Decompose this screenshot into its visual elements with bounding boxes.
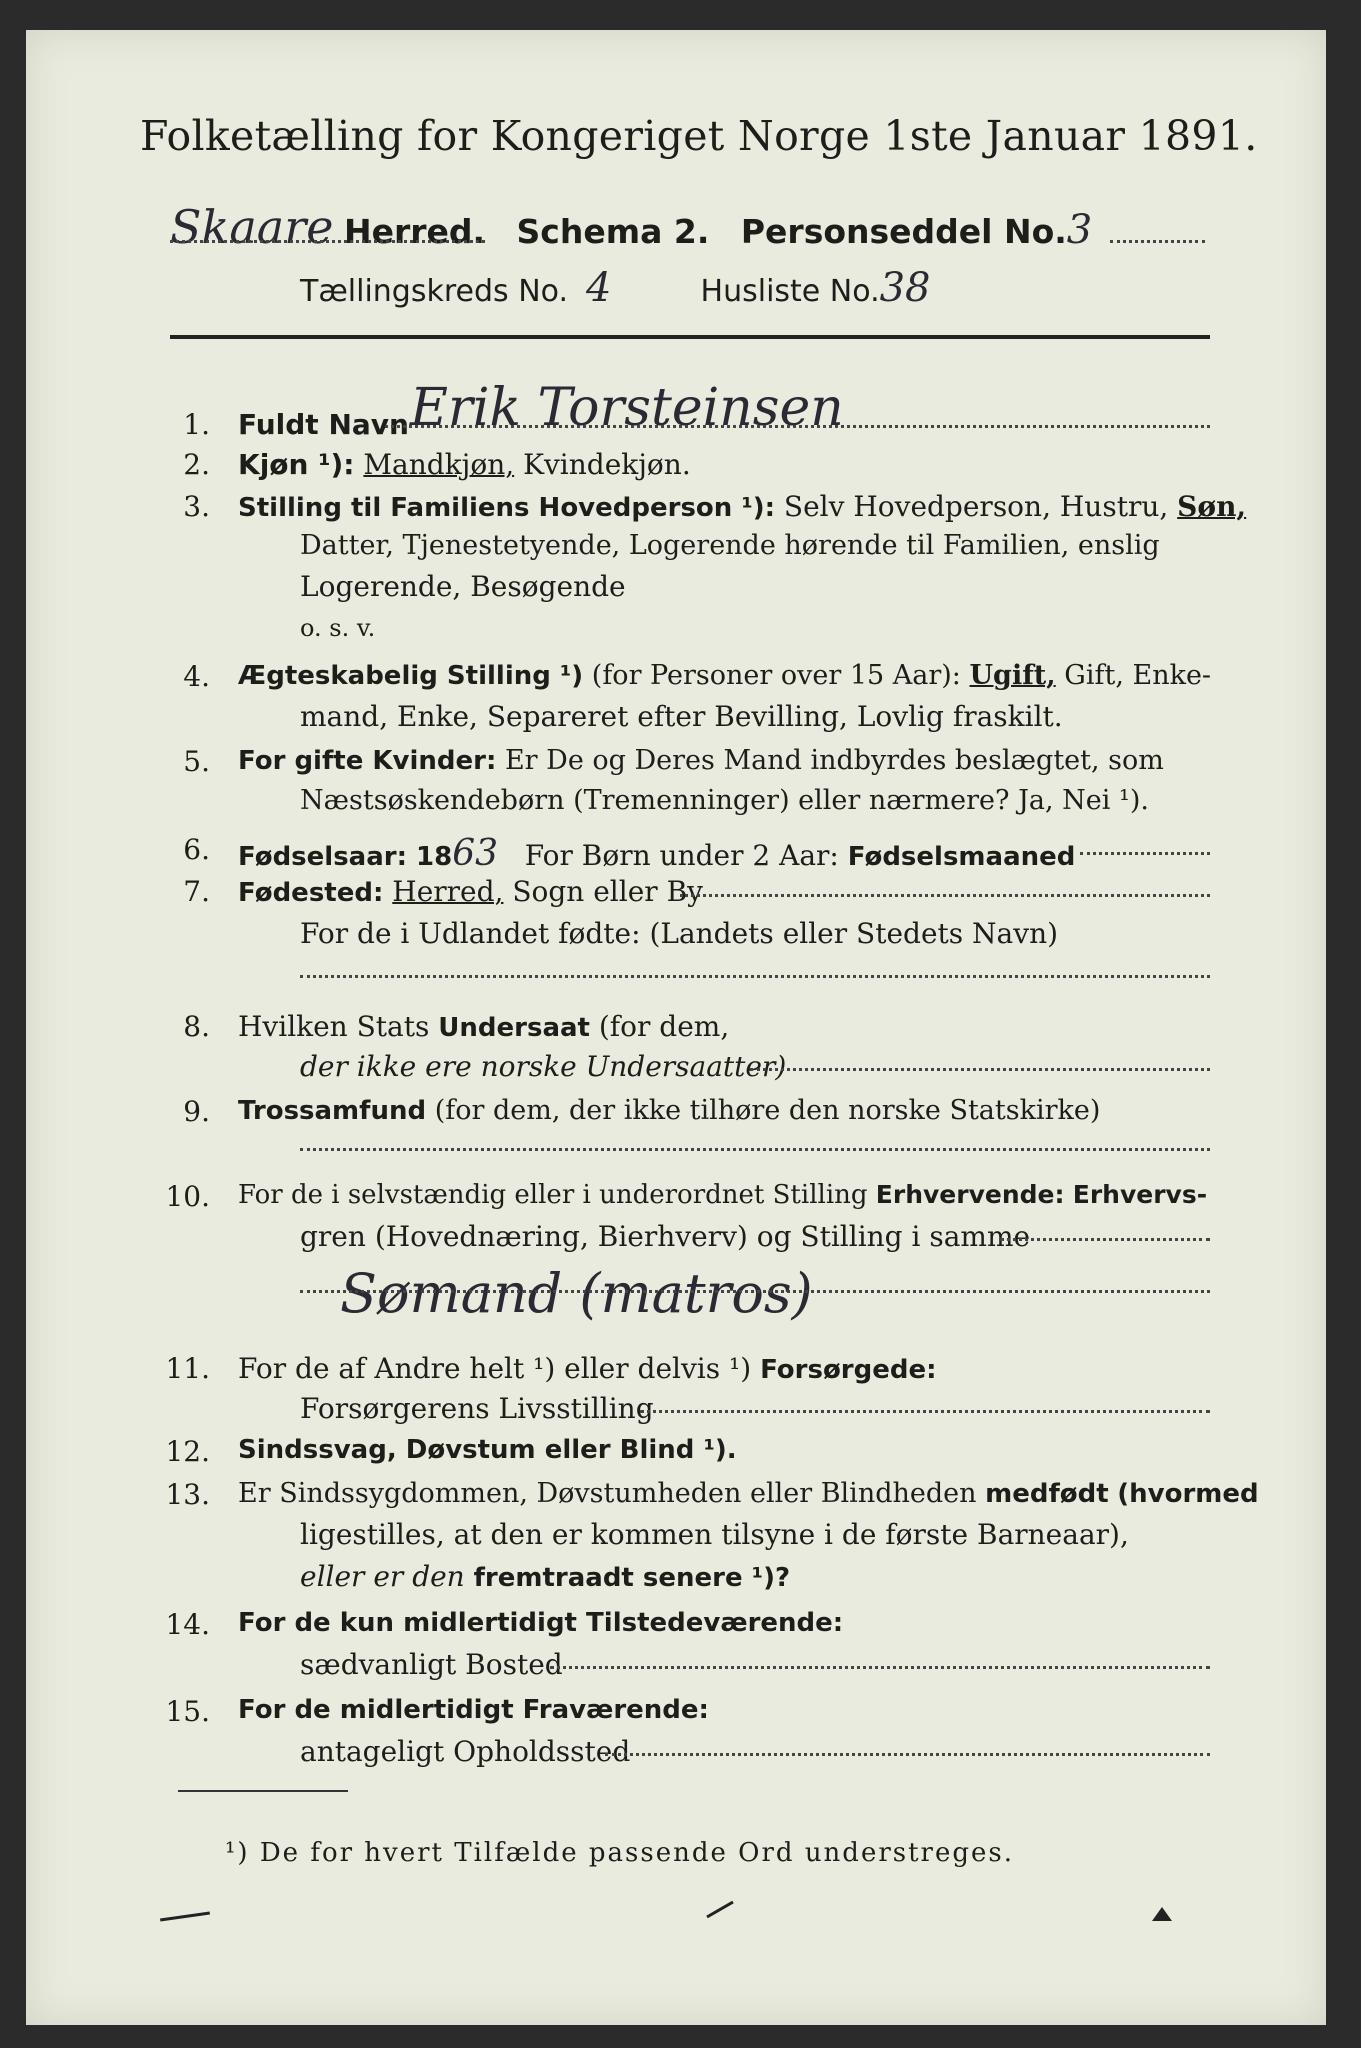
item-11-line-1 — [238, 1352, 937, 1385]
fodselsmaaned-label: Fødselsmaaned — [847, 842, 1076, 872]
item-8-num: 8. — [183, 1010, 210, 1043]
husliste-value: 38 — [879, 265, 931, 311]
forsorget-intro: For de af Andre helt ¹) eller delvis ¹) — [238, 1352, 752, 1385]
item-6-line — [238, 833, 1075, 874]
udland-fill — [300, 975, 1210, 978]
kjon-mandkjon: Mandkjøn, — [363, 448, 515, 481]
fremtraadt-label: fremtraadt senere ¹)? — [473, 1563, 791, 1593]
fodselsaar-label: Fødselsaar: 18 — [238, 842, 453, 872]
sindssyg-question: Er Sindssygdommen, Døvstumheden eller Blindheden — [238, 1478, 977, 1509]
aegteskab-note: (for Personer over 15 Aar): — [591, 660, 961, 691]
fodested-label: Fødested: — [238, 878, 384, 908]
undersaat-prefix: Hvilken Stats — [238, 1010, 430, 1043]
personseddel-fill — [1110, 240, 1205, 243]
eller-label: eller er den — [300, 1560, 465, 1593]
aegteskab-ugift: Ugift, — [969, 660, 1056, 691]
husliste-label: Husliste No. — [700, 274, 880, 309]
erhvervende-label: Erhvervende: — [875, 1180, 1065, 1209]
medfodt-label: medfødt — [985, 1479, 1109, 1509]
item-10-line-2: gren (Hovednæring, Bierhverv) og Stilling i samme — [300, 1220, 1031, 1253]
item-7-num: 7. — [183, 875, 210, 908]
erhverv-value: Sømand (matros) — [340, 1262, 813, 1325]
item-1-fill — [385, 425, 1210, 428]
item-3-line-4: o. s. v. — [300, 614, 376, 642]
kjon-label: Kjøn ¹): — [238, 448, 355, 481]
taellingskreds-label: Tællingskreds No. — [300, 274, 568, 309]
gifte-kvinder-question: Er De og Deres Mand indbyrdes beslægtet, som — [504, 745, 1164, 776]
item-4-line-1 — [238, 660, 1211, 691]
trossamfund-note: (for dem, der ikke tilhøre den norske Statskirke) — [434, 1095, 1101, 1126]
item-5-line-2: Næstsøskendebørn (Tremenninger) eller nærmere? Ja, Nei ¹). — [300, 785, 1149, 816]
item-10-line-1 — [238, 1180, 1207, 1210]
item-8-line-1 — [238, 1010, 729, 1043]
item-3-line-2: Datter, Tjenestetyende, Logerende hørende til Familien, enslig — [300, 530, 1160, 561]
footnote: ¹) De for hvert Tilfælde passende Ord understreges. — [225, 1838, 1015, 1868]
trossamfund-fill — [300, 1148, 1210, 1151]
fodselsaar-value: 63 — [452, 833, 499, 874]
schema-label: Schema 2. — [516, 212, 710, 251]
aegteskab-options: Gift, Enke- — [1064, 660, 1212, 691]
personseddel-value: 3 — [1066, 207, 1093, 253]
item-9-line — [238, 1095, 1100, 1126]
footnote-rule — [178, 1790, 348, 1792]
bosted-fill — [550, 1666, 1210, 1669]
kjon-kvindekjon: Kvindekjøn. — [523, 448, 691, 481]
item-5-line-1 — [238, 745, 1164, 776]
herred-row — [170, 200, 1092, 254]
herred-fill — [170, 240, 485, 243]
item-12-line: Sindssvag, Døvstum eller Blind ¹). — [238, 1435, 737, 1465]
item-7-line-1 — [238, 875, 703, 908]
undersaat-fill — [750, 1068, 1210, 1071]
item-13-num: 13. — [165, 1478, 210, 1511]
item-5-num: 5. — [183, 745, 210, 778]
item-9-num: 9. — [183, 1095, 210, 1128]
item-1-label: Fuldt Navn — [238, 408, 409, 441]
forsorgede-label: Forsørgede: — [760, 1355, 937, 1385]
forsorger-fill — [640, 1410, 1210, 1413]
erhverv-fill-2 — [300, 1290, 1210, 1293]
header-rule — [170, 335, 1210, 339]
item-15-num: 15. — [165, 1695, 210, 1728]
item-14-line-2: sædvanligt Bosted — [300, 1648, 563, 1681]
item-2-line — [238, 448, 691, 481]
form-title: Folketælling for Kongeriget Norge 1ste Januar 1891. — [140, 112, 1258, 160]
kreds-row — [300, 265, 931, 311]
item-3-num: 3. — [183, 490, 210, 523]
item-1-num: 1. — [183, 408, 210, 441]
herred-label: Herred. — [343, 212, 486, 251]
item-13-line-3 — [300, 1560, 790, 1593]
item-12-num: 12. — [165, 1435, 210, 1468]
fodested-fill — [680, 894, 1210, 897]
trossamfund-label: Trossamfund — [238, 1096, 427, 1126]
taellingskreds-value: 4 — [586, 265, 612, 311]
undersaat-label: Undersaat — [438, 1013, 590, 1043]
item-3-line-1 — [238, 490, 1246, 523]
erhverv-intro: For de i selvstændig eller i underordnet Stilling — [238, 1180, 868, 1210]
undersaat-note: (for dem, — [598, 1010, 730, 1043]
item-11-line-2: Forsørgerens Livsstilling — [300, 1392, 654, 1425]
item-14-label: For de kun midlertidigt Tilstedeværende: — [238, 1608, 844, 1638]
item-7-line-2: For de i Udlandet fødte: (Landets eller Stedets Navn) — [300, 917, 1059, 950]
fodested-herred: Herred, — [392, 875, 504, 908]
item-3-line-3: Logerende, Besøgende — [300, 570, 626, 603]
erhvervs-label: Erhvervs- — [1072, 1180, 1208, 1209]
personseddel-label: Personseddel No. — [740, 212, 1067, 251]
erhverv-fill-1 — [1000, 1238, 1210, 1241]
opholdssted-fill — [605, 1753, 1210, 1756]
item-13-line-2: ligestilles, at den er kommen tilsyne i de første Barneaar), — [300, 1518, 1129, 1551]
gifte-kvinder-label: For gifte Kvinder: — [238, 746, 497, 776]
fodested-options: Sogn eller By — [512, 875, 703, 908]
herred-value: Skaare — [170, 200, 334, 254]
item-15-label: For de midlertidigt Fraværende: — [238, 1695, 709, 1725]
item-14-num: 14. — [165, 1608, 210, 1641]
stilling-options-a: Selv Hovedperson, Hustru, — [783, 490, 1169, 523]
aegteskab-label: Ægteskabelig Stilling ¹) — [238, 661, 584, 691]
fodselsmaaned-fill — [1080, 852, 1210, 855]
item-8-line-2: der ikke ere norske Undersaatter) — [300, 1050, 787, 1083]
item-15-line-2: antageligt Opholdssted — [300, 1735, 631, 1768]
item-4-num: 4. — [183, 660, 210, 693]
ink-mark-right — [1150, 1900, 1174, 1924]
item-13-line-1 — [238, 1478, 1259, 1509]
born-under-2-label: For Børn under 2 Aar: — [524, 839, 839, 872]
stilling-label: Stilling til Familiens Hovedperson ¹): — [238, 493, 776, 523]
stilling-son: Søn, — [1177, 490, 1247, 523]
item-10-num: 10. — [165, 1180, 210, 1213]
item-4-line-2: mand, Enke, Separeret efter Bevilling, Lovlig fraskilt. — [300, 700, 1063, 733]
item-2-num: 2. — [183, 448, 210, 481]
item-6-num: 6. — [183, 833, 210, 866]
hvormed-label: (hvormed — [1117, 1479, 1259, 1509]
full-name-value: Erik Torsteinsen — [410, 378, 844, 438]
item-11-num: 11. — [165, 1352, 210, 1385]
